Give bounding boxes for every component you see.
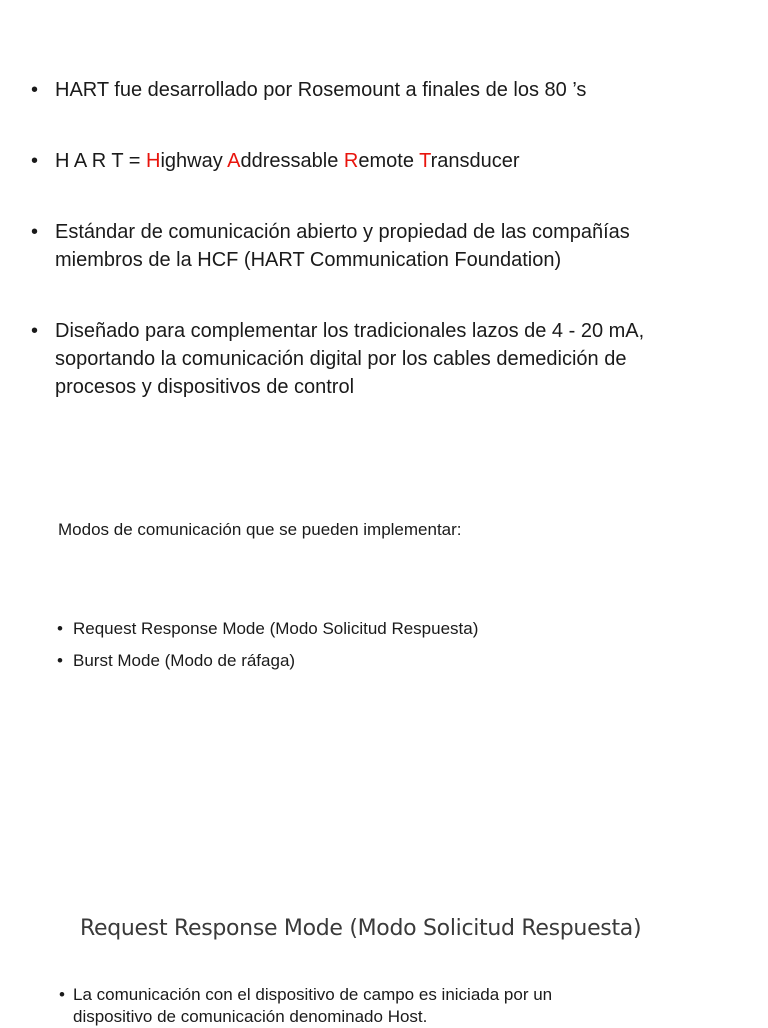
bullet-host-initiated (73, 984, 733, 1028)
acronym-letter-r: R (343, 150, 359, 172)
bullet-text-line-2: dispositivo de comunicación denominado Host. (73, 1007, 428, 1026)
bullet-text-line-1: • La comunicación con el dispositivo de campo es iniciada por un (73, 985, 553, 1004)
bullet-text-line-1: • Estándar de comunicación abierto y propiedad de las compañías (55, 221, 630, 243)
bullet-text: HART fue desarrollado por Rosemount a finales de los 80 ’s (55, 79, 587, 101)
bullet-text-line-2: miembros de la HCF (HART Communication Foundation) (55, 249, 562, 271)
mode-item-label: Request Response Mode (Modo Solicitud Respuesta) (73, 619, 479, 638)
acronym-word-addressable: ddressable (240, 150, 344, 172)
acronym-word-remote: emote (358, 150, 420, 172)
bullet-text-line-1: • Diseñado para complementar los tradicionales lazos de 4 - 20 mA, (55, 320, 645, 342)
acronym-prefix: H A R T = (55, 150, 146, 172)
mode-item-label: Burst Mode (Modo de ráfaga) (73, 651, 296, 670)
acronym-word-highway: ighway (160, 150, 228, 172)
acronym-letter-t: T (419, 150, 431, 172)
modes-heading: Modos de comunicación que se pueden implementar: (58, 520, 462, 539)
acronym-letter-h: H (145, 150, 161, 172)
bullet-text-line-3: procesos y dispositivos de control (55, 376, 355, 398)
section-title: Request Response Mode (Modo Solicitud Respuesta) (80, 916, 642, 941)
acronym-letter-a: A (227, 150, 241, 172)
acronym-word-transducer: ransducer (430, 150, 520, 172)
bullet-text-line-2: soportando la comunicación digital por los cables demedición de (55, 348, 627, 370)
